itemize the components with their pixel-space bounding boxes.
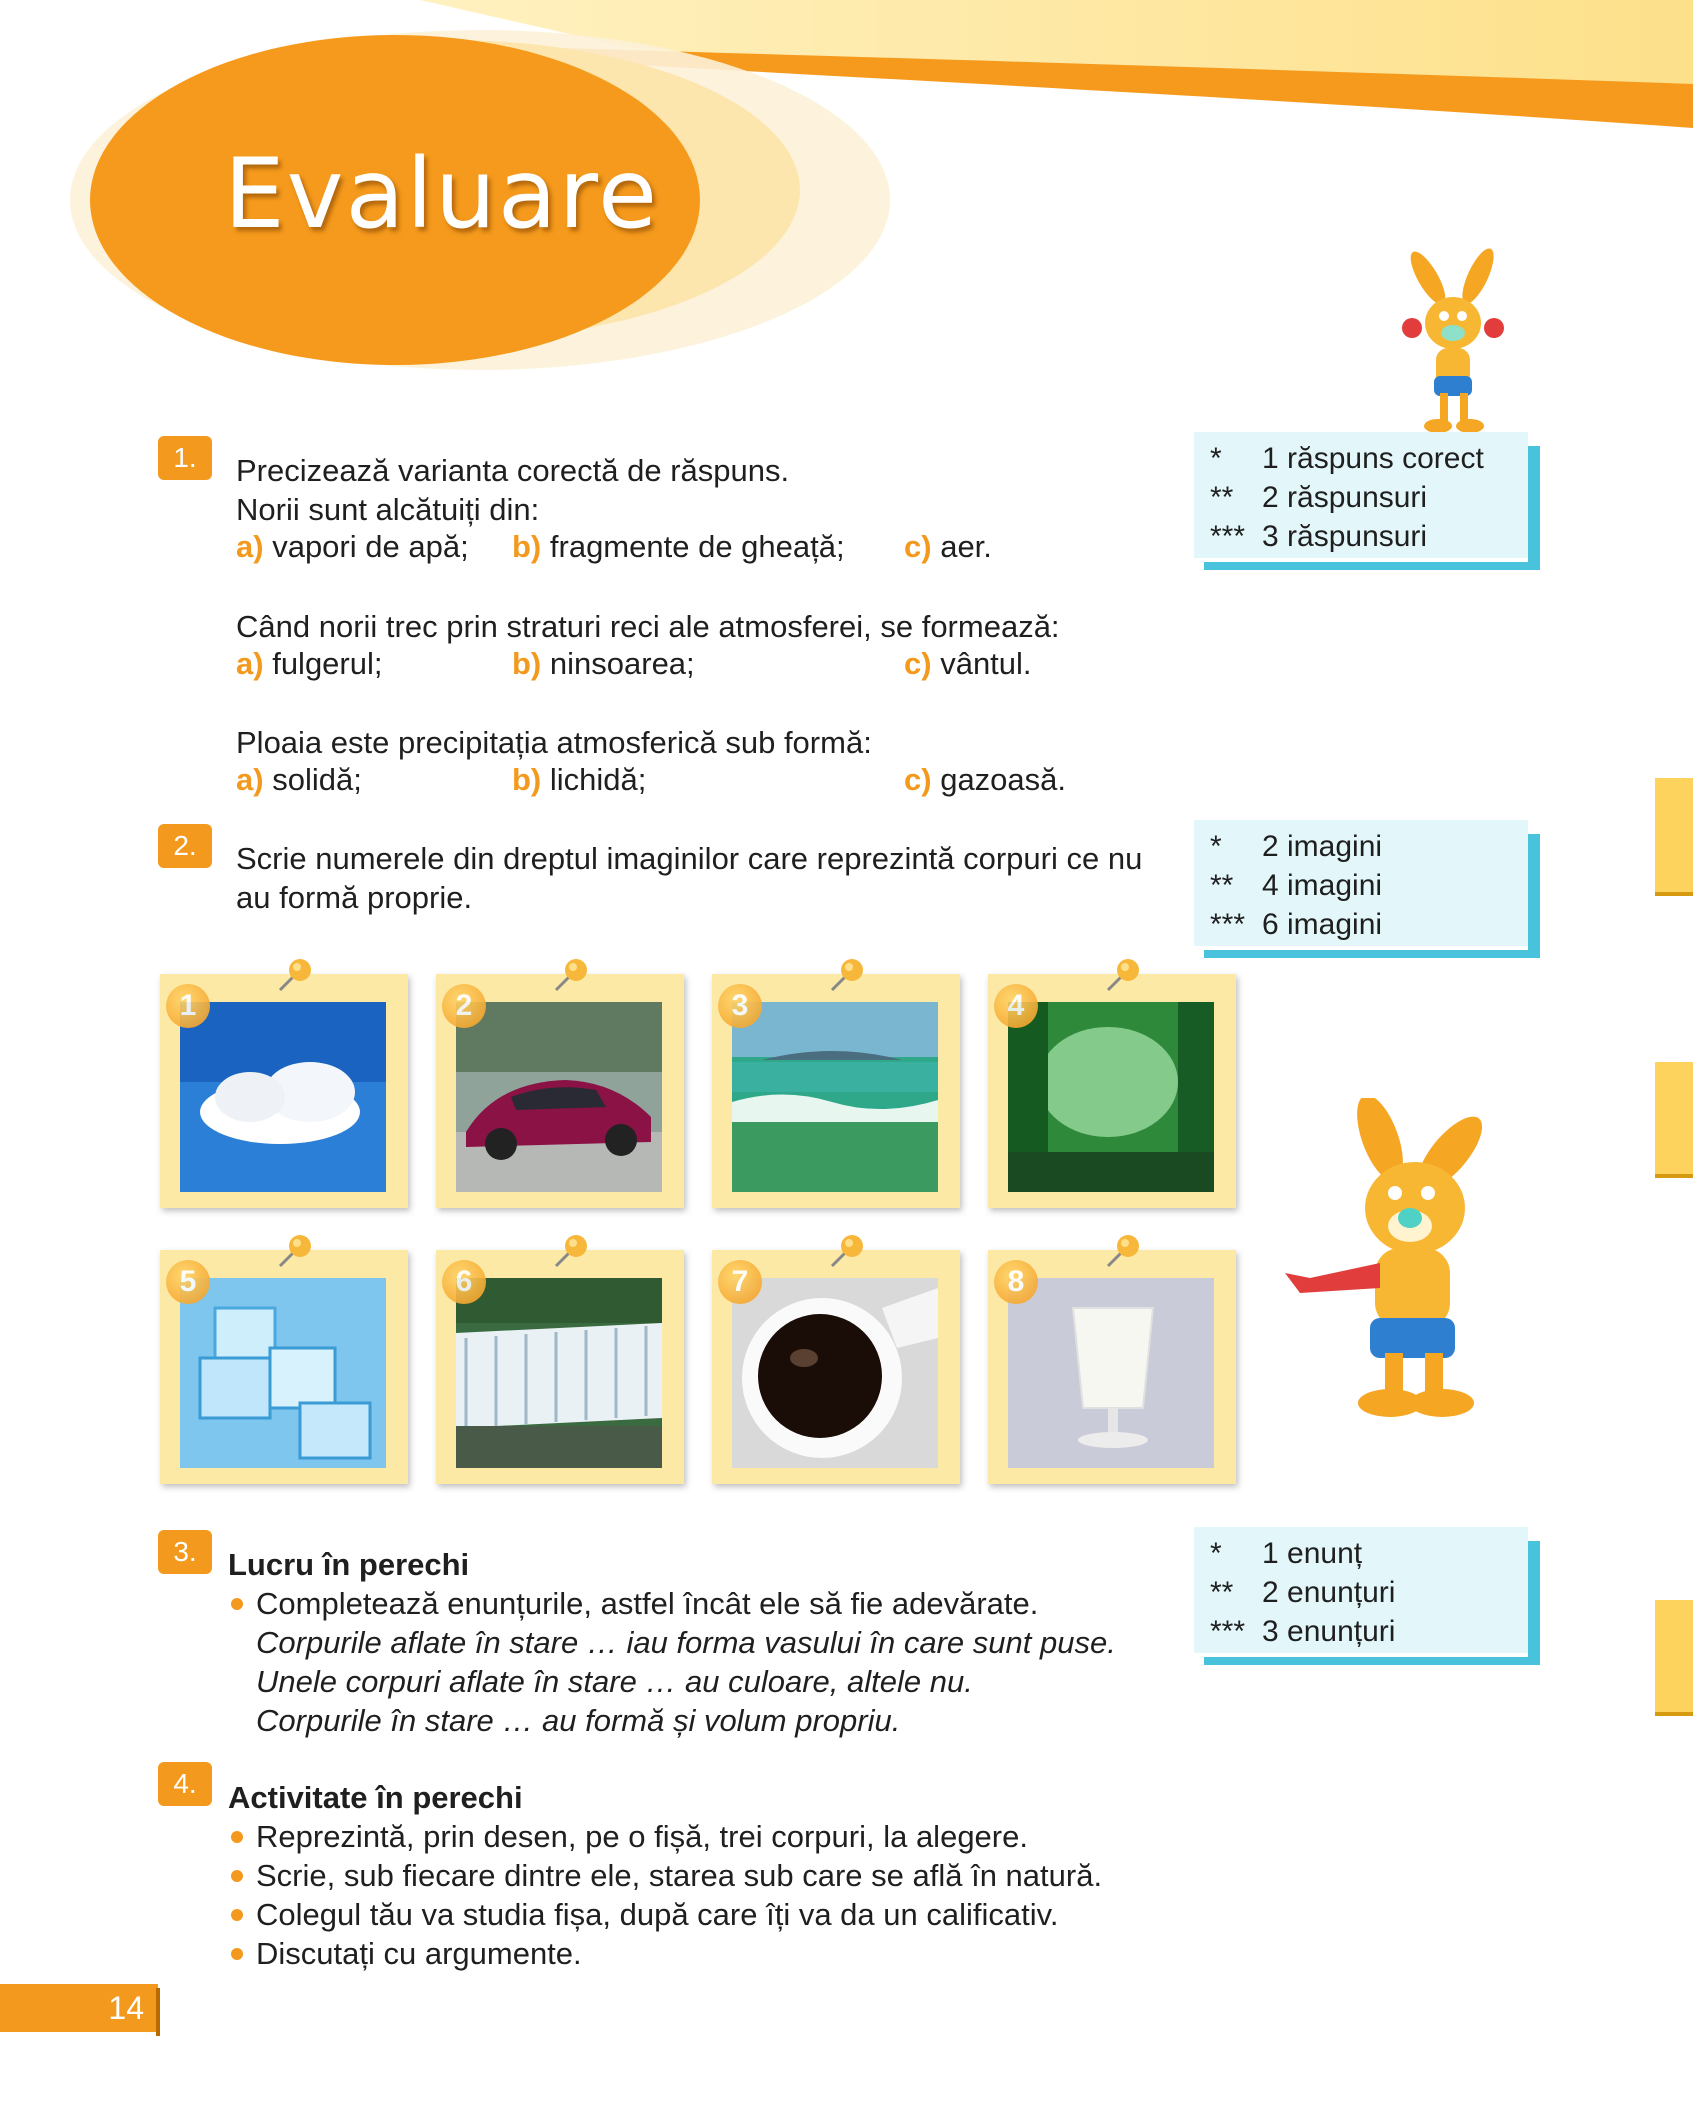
image-number-3: 3 [718, 984, 762, 1028]
pushpin-icon [824, 1228, 870, 1274]
image-frame-3 [712, 974, 960, 1208]
image-number-8: 8 [994, 1260, 1038, 1304]
bullet-icon [231, 1870, 243, 1882]
ex4-title: Activitate în perechi [228, 1780, 523, 1815]
pushpin-icon [272, 1228, 318, 1274]
ex1-rating-box: * 1 răspuns corect ** 2 răspunsuri *** 3 răspunsuri [1194, 432, 1540, 570]
side-tab [1655, 778, 1693, 896]
ex3-instruction: Completează enunțurile, astfel încât ele să fie adevărate. [256, 1586, 1039, 1621]
ex3-statement-3: Corpurile în stare … au formă și volum propriu. [256, 1703, 901, 1738]
bullet-icon [231, 1831, 243, 1843]
ex1-q3-option-a: a) solidă; [236, 762, 362, 797]
ex4-bullet-4: Discutați cu argumente. [256, 1936, 582, 1971]
image-number-2: 2 [442, 984, 486, 1028]
bullet-icon [231, 1598, 243, 1610]
image-number-7: 7 [718, 1260, 762, 1304]
bunny-pointing-mascot-icon [1270, 1098, 1528, 1428]
ex4-bullet-1: Reprezintă, prin desen, pe o fișă, trei corpuri, la alegere. [256, 1819, 1028, 1854]
ex1-q2-option-a: a) fulgerul; [236, 646, 383, 681]
ex3-title: Lucru în perechi [228, 1547, 470, 1582]
pushpin-icon [1100, 952, 1146, 998]
ex3-statement-2: Unele corpuri aflate în stare … au culoare, altele nu. [256, 1664, 973, 1699]
bunny-mascot-icon [1388, 248, 1518, 438]
exercise-4-badge: 4. [158, 1762, 212, 1806]
sea-waves-image [732, 1002, 938, 1192]
ex1-question-1: Norii sunt alcătuiți din: [236, 492, 540, 527]
ex1-q1-option-c: c) aer. [904, 529, 992, 564]
image-frame-8 [988, 1250, 1236, 1484]
ex1-q3-option-b: b) lichidă; [512, 762, 647, 797]
image-frame-1 [160, 974, 408, 1208]
ex3-statement-1: Corpurile aflate în stare … iau forma vasului în care sunt puse. [256, 1625, 1116, 1660]
ex1-question-2: Când norii trec prin straturi reci ale atmosferei, se formează: [236, 609, 1060, 644]
ex1-q1-option-a: a) vapori de apă; [236, 529, 469, 564]
image-frame-5 [160, 1250, 408, 1484]
glass-of-milk-image [1008, 1278, 1214, 1468]
image-number-6: 6 [442, 1260, 486, 1304]
bullet-icon [231, 1948, 243, 1960]
exercise-2-badge: 2. [158, 824, 212, 868]
page-number-shadow [156, 1988, 160, 2036]
ice-cubes-image [180, 1278, 386, 1468]
page-number: 14 [0, 1984, 158, 2032]
side-tab [1655, 1600, 1693, 1716]
cloud-image [180, 1002, 386, 1192]
exercise-1-badge: 1. [158, 436, 212, 480]
pushpin-icon [548, 1228, 594, 1274]
ex1-q2-option-b: b) ninsoarea; [512, 646, 695, 681]
page-title: Evaluare [224, 138, 660, 250]
image-frame-2 [436, 974, 684, 1208]
waterfall-image [456, 1278, 662, 1468]
ex1-instruction: Precizează varianta corectă de răspuns. [236, 453, 790, 488]
image-number-5: 5 [166, 1260, 210, 1304]
ex2-rating-box: * 2 imagini ** 4 imagini *** 6 imagini [1194, 820, 1540, 958]
ex1-question-3: Ploaia este precipitația atmosferică sub formă: [236, 725, 872, 760]
side-tab [1655, 1062, 1693, 1178]
coffee-cup-image [732, 1278, 938, 1468]
image-frame-4 [988, 974, 1236, 1208]
exercise-3-badge: 3. [158, 1530, 212, 1574]
ex2-instruction-line-1: Scrie numerele din dreptul imaginilor care reprezintă corpuri ce nu [236, 841, 1143, 876]
image-number-1: 1 [166, 984, 210, 1028]
pushpin-icon [548, 952, 594, 998]
pushpin-icon [1100, 1228, 1146, 1274]
ex4-bullet-3: Colegul tău va studia fișa, după care îți va da un calificativ. [256, 1897, 1059, 1932]
image-frame-7 [712, 1250, 960, 1484]
ex2-instruction-line-2: au formă proprie. [236, 880, 473, 915]
ex1-q2-option-c: c) vântul. [904, 646, 1032, 681]
image-number-4: 4 [994, 984, 1038, 1028]
image-frame-6 [436, 1250, 684, 1484]
fog-forest-image [1008, 1002, 1214, 1192]
ex3-rating-box: * 1 enunț ** 2 enunțuri *** 3 enunțuri [1194, 1527, 1540, 1665]
ex1-q1-option-b: b) fragmente de gheață; [512, 529, 845, 564]
car-image [456, 1002, 662, 1192]
bullet-icon [231, 1909, 243, 1921]
ex1-q3-option-c: c) gazoasă. [904, 762, 1067, 797]
pushpin-icon [824, 952, 870, 998]
ex4-bullet-2: Scrie, sub fiecare dintre ele, starea sub care se află în natură. [256, 1858, 1103, 1893]
pushpin-icon [272, 952, 318, 998]
